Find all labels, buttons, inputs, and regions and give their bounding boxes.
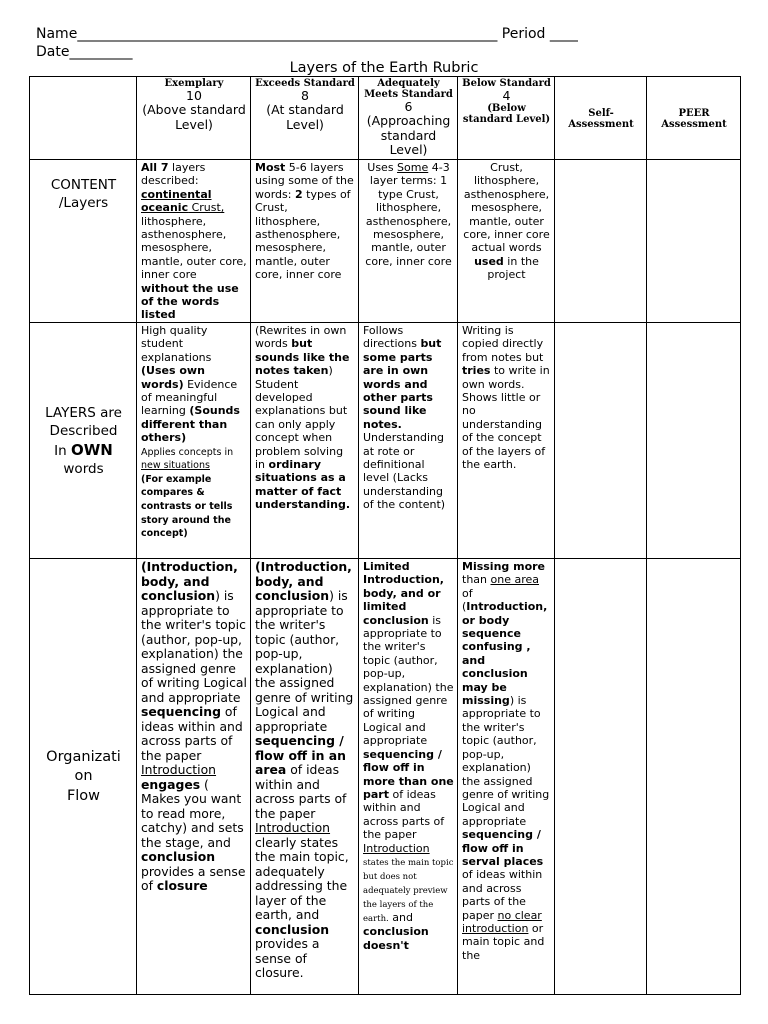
col-below-points: 4 bbox=[502, 88, 511, 103]
text: Follows directions bbox=[363, 324, 421, 351]
text: Introduction bbox=[255, 820, 331, 835]
text: one area bbox=[490, 573, 539, 587]
content-below-cell bbox=[458, 160, 555, 323]
text: ) bbox=[328, 364, 333, 378]
text: Evidence of meaningful learning bbox=[141, 377, 238, 418]
text: tries bbox=[462, 364, 491, 378]
text: Writing is copied directly from notes but bbox=[462, 324, 544, 364]
row-organization bbox=[30, 559, 741, 995]
text: in the project bbox=[487, 254, 539, 282]
row-own-words-label-line2 bbox=[34, 440, 133, 460]
header-row bbox=[30, 77, 741, 160]
row-organization-label bbox=[30, 559, 137, 995]
text: (Sounds different than others) bbox=[141, 404, 240, 445]
text: Understanding at rote or definitional level (Lacks understanding of the content) bbox=[363, 431, 446, 512]
own-self-cell[interactable] bbox=[555, 323, 647, 559]
org-exemplary-cell bbox=[137, 559, 251, 995]
content-exemplary-cell bbox=[137, 160, 251, 323]
col-exceeds-points: 8 bbox=[301, 88, 309, 103]
text: of ideas within and across parts of the paper bbox=[363, 787, 445, 842]
text: engages bbox=[141, 776, 201, 792]
col-meets-desc: (Approaching standard Level) bbox=[366, 113, 451, 158]
col-exceeds-name: Exceeds Standard bbox=[255, 78, 355, 89]
text: used bbox=[474, 254, 504, 268]
text: new situations bbox=[141, 460, 210, 472]
text: Missing more bbox=[462, 560, 546, 573]
text: In bbox=[54, 442, 71, 459]
row-own-words-label bbox=[30, 323, 137, 559]
text: states the main topic but does not adequately preview the layers of the earth. bbox=[363, 857, 454, 925]
text: Limited Introduction, body, and or limited conclusion bbox=[363, 560, 444, 627]
text: layers described: bbox=[141, 161, 206, 188]
text: lithosphere, asthenosphere, mesosphere, mantle, outer core, inner core bbox=[141, 214, 247, 282]
org-peer-cell[interactable] bbox=[647, 559, 741, 995]
period-label: Period bbox=[501, 26, 546, 42]
text: Introduction, or body sequence confusing , and conclusion may be missing bbox=[462, 600, 548, 708]
text: ordinary situations as a matter of fact understanding bbox=[255, 458, 346, 512]
name-line bbox=[36, 26, 578, 42]
row-content-label bbox=[30, 160, 137, 323]
content-peer-cell[interactable] bbox=[647, 160, 741, 323]
text: OWN bbox=[70, 440, 113, 459]
text: but some parts are in own words and other parts sound like notes. bbox=[363, 337, 442, 431]
date-label: Date bbox=[36, 44, 70, 60]
text: of ( bbox=[462, 586, 473, 614]
text: (For example compares & contrasts or tells story around the concept) bbox=[141, 473, 233, 540]
text: provides a sense of closure. bbox=[255, 936, 320, 980]
text: . bbox=[345, 498, 351, 512]
row-own-words-label-line3: words bbox=[63, 461, 104, 478]
row-own-words bbox=[30, 323, 741, 559]
text: Applies concepts in bbox=[141, 446, 234, 458]
text: Student developed explanations but can only apply concept when problem solving in bbox=[255, 377, 348, 472]
text: of ideas within and across parts of the paper bbox=[462, 868, 543, 922]
row-content-label-line1: CONTENT bbox=[50, 177, 117, 193]
text: All 7 bbox=[141, 161, 169, 174]
text: continental oceanic bbox=[141, 187, 212, 215]
text: ) is appropriate to the writer's topic (author, pop-up, explanation) the assigned genre of writing Logical and appropriate bbox=[255, 588, 354, 734]
text: ) is appropriate to the writer's topic (author, pop-up, explanation) the assigned genre of writing Logical and appropriate bbox=[462, 694, 550, 828]
col-self-assessment: Self-Assessment bbox=[555, 77, 647, 160]
text: provides a sense of bbox=[141, 863, 246, 893]
text: 5-6 layers using some of the words: bbox=[255, 161, 354, 201]
text: Some bbox=[397, 161, 429, 174]
text: conclusion doesn't bbox=[363, 925, 429, 952]
text: sequencing / flow off in an area bbox=[255, 733, 346, 777]
period-blank: ____ bbox=[549, 26, 578, 42]
content-self-cell[interactable] bbox=[555, 160, 647, 323]
text: but sounds like the notes taken bbox=[255, 337, 350, 378]
text: sequencing bbox=[141, 704, 221, 719]
row-own-words-label-line1: LAYERS are Described bbox=[45, 404, 122, 439]
col-below-name: Below Standard bbox=[462, 78, 551, 89]
name-label: Name bbox=[36, 26, 78, 42]
row-content-label-line2: /Layers bbox=[58, 195, 109, 212]
text: to write in own words. Shows little or no understanding of the concept of the layers of the earth. bbox=[462, 364, 550, 472]
date-line bbox=[36, 44, 132, 60]
text: and bbox=[388, 911, 413, 925]
text: Introduction bbox=[141, 762, 217, 777]
text: (Introduction, body, and conclusion bbox=[141, 559, 238, 603]
col-below bbox=[458, 77, 555, 160]
col-meets-name: Adequately Meets Standard bbox=[364, 78, 453, 100]
text: sequencing / flow off in serval places bbox=[462, 828, 544, 868]
rubric-table bbox=[29, 76, 741, 995]
text: Crust, lithosphere, asthenosphere, mesosphere, mantle, outer core, inner core actual words bbox=[463, 161, 550, 255]
own-peer-cell[interactable] bbox=[647, 323, 741, 559]
text: sequencing / flow off in more than one part bbox=[363, 747, 454, 801]
org-exceeds-cell bbox=[251, 559, 359, 995]
text: Uses bbox=[367, 161, 398, 174]
text: than bbox=[462, 573, 491, 587]
text: of ideas within and across parts of the paper bbox=[255, 762, 347, 821]
text: 2 bbox=[294, 187, 303, 201]
content-meets-cell bbox=[359, 160, 458, 323]
text: ) is appropriate to the writer's topic (author, pop-up, explanation) the assigned genre of writing Logical and appropriate bbox=[141, 588, 247, 705]
row-organization-label-line1: Organizati bbox=[46, 748, 121, 765]
text: Introduction bbox=[363, 841, 430, 855]
own-meets-cell bbox=[359, 323, 458, 559]
row-organization-label-line3: Flow bbox=[66, 787, 101, 804]
text: High quality student explanations bbox=[141, 324, 212, 364]
text: 4-3 layer terms: 1 type Crust, lithosphere, asthenosphere, mesosphere, mantle, outer core, inner core bbox=[365, 161, 452, 268]
row-content bbox=[30, 160, 741, 323]
text: conclusion bbox=[141, 849, 216, 864]
col-exemplary-name: Exemplary bbox=[164, 78, 224, 89]
org-below-cell bbox=[458, 559, 555, 995]
own-exceeds-cell bbox=[251, 323, 359, 559]
text: Most bbox=[255, 161, 286, 174]
text: types of Crust, lithosphere, asthenosphere, mesosphere, mantle, outer core, inner core bbox=[255, 187, 351, 282]
text: (Uses own words) bbox=[141, 364, 205, 391]
text: closure bbox=[156, 878, 208, 893]
text: (Introduction, body, and conclusion bbox=[255, 559, 352, 603]
name-blank: ____________________________________________________________ bbox=[77, 26, 498, 42]
text: conclusion bbox=[255, 921, 330, 937]
col-peer-assessment: PEER Assessment bbox=[647, 77, 741, 160]
text: is appropriate to the writer's topic (author, pop-up, explanation) the assigned genre of writing Logical and appropriate bbox=[363, 613, 454, 748]
col-exemplary-points: 10 bbox=[186, 88, 202, 103]
text: Crust, bbox=[188, 201, 225, 215]
own-below-cell bbox=[458, 323, 555, 559]
text: no clear introduction bbox=[462, 908, 542, 935]
col-exemplary bbox=[137, 77, 251, 160]
row-organization-label-line2: on bbox=[74, 768, 93, 785]
corner-cell bbox=[30, 77, 137, 160]
text: or main topic and the bbox=[462, 921, 545, 962]
col-meets bbox=[359, 77, 458, 160]
col-exemplary-desc: (Above standard Level) bbox=[142, 102, 246, 132]
text: of ideas within and across parts of the paper bbox=[141, 704, 243, 763]
col-below-desc: (Below standard Level) bbox=[462, 103, 551, 126]
org-meets-cell bbox=[359, 559, 458, 995]
text: without the use of the words listed bbox=[141, 281, 239, 322]
document-title: Layers of the Earth Rubric bbox=[289, 60, 479, 76]
text: clearly states the main topic, adequately addressing the layer of the earth, and bbox=[255, 834, 349, 922]
text: (Rewrites in own words bbox=[255, 324, 347, 351]
col-meets-points: 6 bbox=[404, 99, 413, 114]
org-self-cell[interactable] bbox=[555, 559, 647, 995]
text: ( Makes you want to read more, catchy) and sets the stage, and bbox=[141, 776, 244, 850]
date-blank: _________ bbox=[69, 44, 133, 60]
col-exceeds-desc: (At standard Level) bbox=[266, 102, 344, 132]
own-exemplary-cell bbox=[137, 323, 251, 559]
content-exceeds-cell bbox=[251, 160, 359, 323]
col-exceeds bbox=[251, 77, 359, 160]
